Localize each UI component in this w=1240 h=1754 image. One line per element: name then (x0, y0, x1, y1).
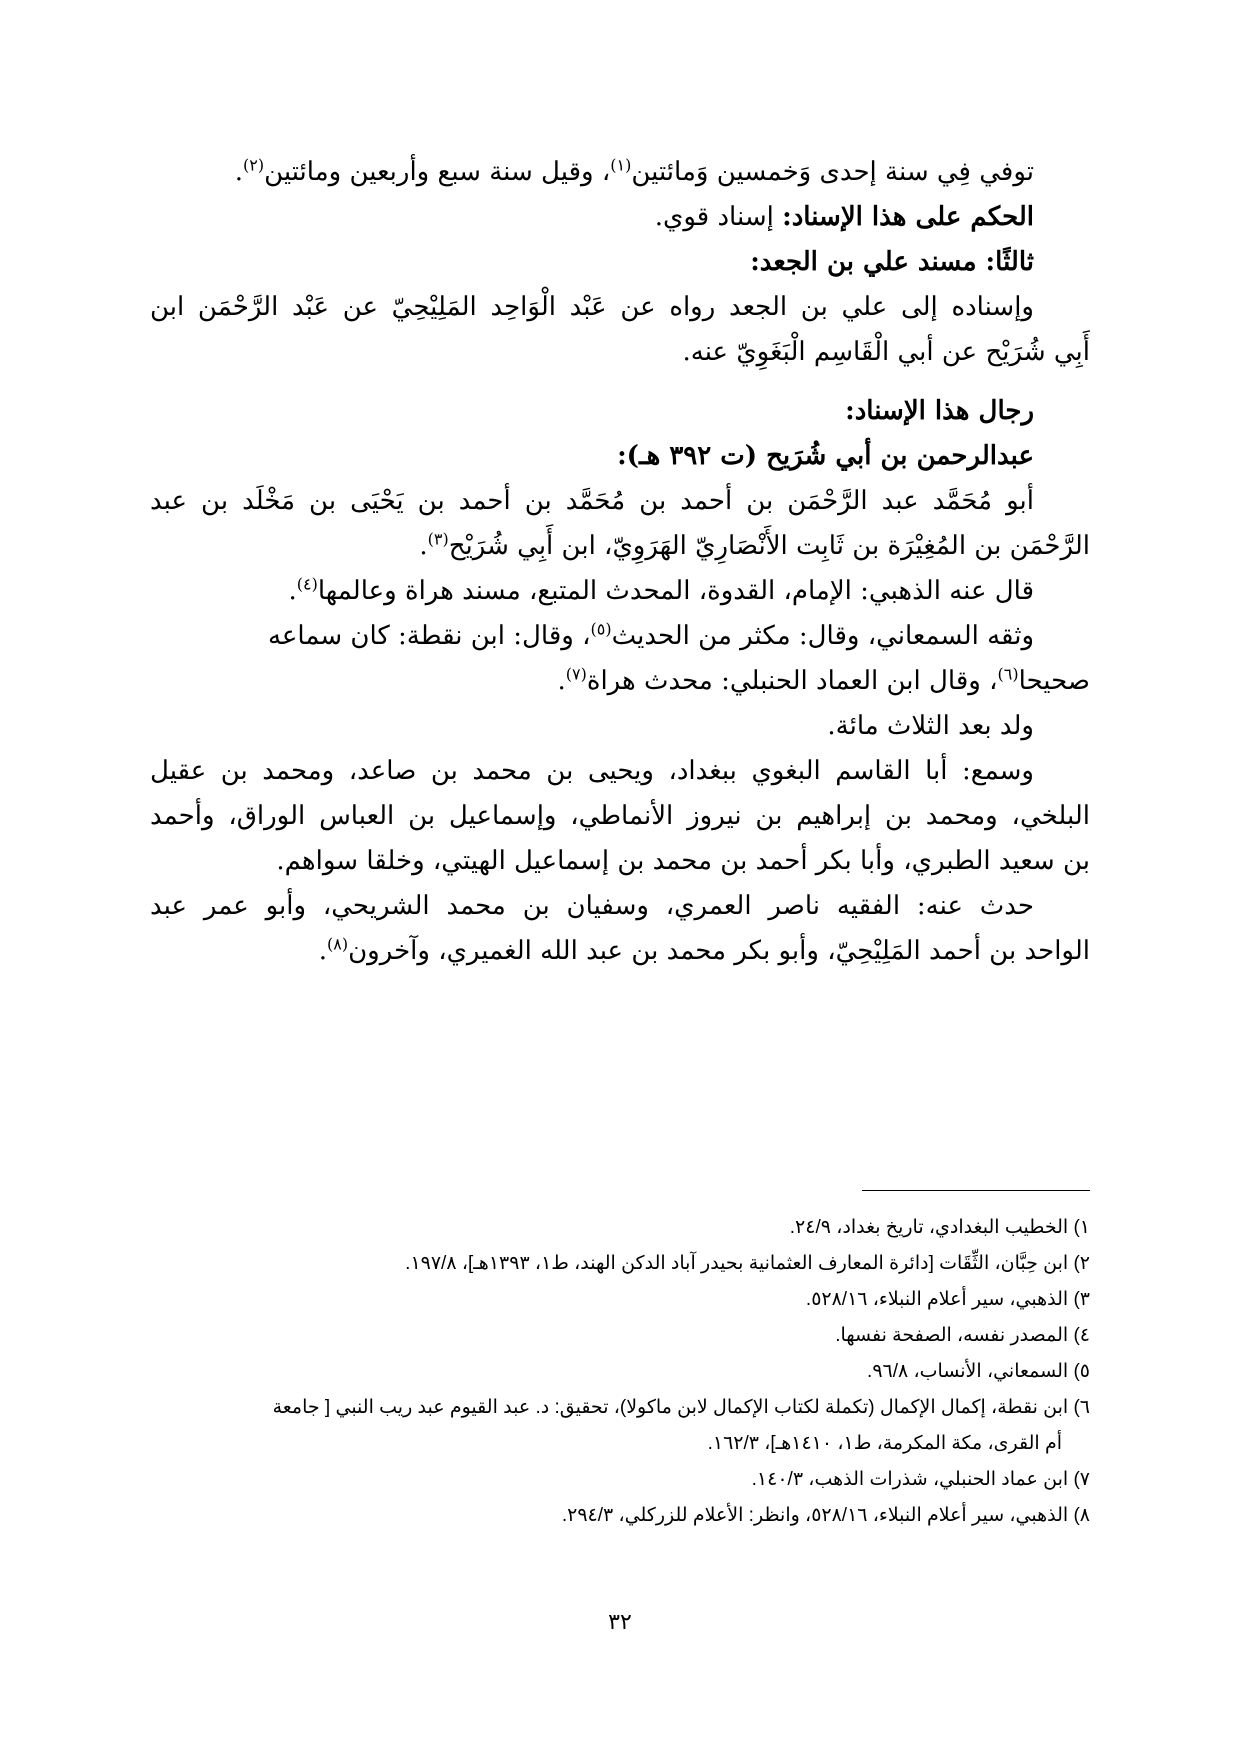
text-line: بن سعيد الطبري، وأبا بكر أحمد بن محمد بن إسماعيل الهيتي، وخلقا سواهم. (276, 846, 1090, 876)
text-line: قال عنه الذهبي: الإمام، القدوة، المحدث المتبع، مسند هراة وعالمها$^{(٤)}$. (288, 574, 1034, 606)
text-line: صحيحا$^{(٦)}$، وقال ابن العماد الحنبلي: محدث هراة$^{(٧)}$. (557, 664, 1090, 696)
text-line: أَبِي شُرَيْح عن أبي الْقَاسِم الْبَغَوِيّ عنه. (682, 337, 1090, 367)
text-line: وإسناده إلى علي بن الجعد رواه عن عَبْد الْوَاحِد المَلِيْحِيّ عن عَبْد الرَّحْمَن ابن (150, 292, 1034, 322)
footnote-ref[interactable]: (٦) (997, 664, 1019, 684)
footnote-ref[interactable]: (١) (610, 155, 632, 175)
section-heading: ثالثًا: مسند علي بن الجعد: (750, 247, 1034, 277)
main-text (150, 150, 1090, 974)
footnote-ref[interactable]: (٣) (427, 529, 449, 549)
footnote: ٧) ابن عماد الحنبلي، شذرات الذهب، ١٤٠/٣. (751, 1469, 1090, 1490)
footnote-continuation: أم القرى، مكة المكرمة، ط١، ١٤١٠هـ]، ١٦٢/٣. (707, 1433, 1062, 1454)
text-line: أبو مُحَمَّد عبد الرَّحْمَن بن أحمد بن مُحَمَّد بن أحمد بن يَحْيَى بن مَخْلَد بن عبد (150, 486, 1034, 516)
footnote-ref[interactable]: (٧) (565, 664, 587, 684)
text-line: وثقه السمعاني، وقال: مكثر من الحديث$^{(٥)}$، وقال: ابن نقطة: كان سماعه (267, 619, 1034, 651)
footnote: ٢) ابن حِبَّان، الثِّقَات [دائرة المعارف العثمانية بحيدر آباد الدكن الهند، ط١، ١٣٩٣هـ]، ١٩٧/٨. (405, 1253, 1090, 1274)
ruling-line: الحكم على هذا الإسناد: إسناد قوي. (654, 202, 1034, 232)
footnotes (150, 1210, 1090, 1534)
footnote: ٨) الذهبي، سير أعلام النبلاء، ٥٢٨/١٦، وانظر: الأعلام للزركلي، ٢٩٤/٣. (561, 1505, 1090, 1526)
footnote-separator (862, 1190, 1090, 1191)
footnote: ٥) السمعاني، الأنساب، ٩٦/٨. (867, 1361, 1090, 1382)
footnote: ٤) المصدر نفسه، الصفحة نفسها. (835, 1325, 1090, 1346)
footnote: ٣) الذهبي، سير أعلام النبلاء، ٥٢٨/١٦. (805, 1289, 1090, 1310)
subsection-heading: رجال هذا الإسناد: (845, 396, 1034, 426)
text-line: حدث عنه: الفقيه ناصر العمري، وسفيان بن محمد الشريحي، وأبو عمر عبد (150, 891, 1034, 921)
footnote-ref[interactable]: (٢) (242, 155, 265, 175)
footnote: ٦) ابن نقطة، إكمال الإكمال (تكملة لكتاب الإكمال لابن ماكولا)، تحقيق: د. عبد القيوم عبد ريب النبي [ جامعة (272, 1397, 1090, 1418)
text-line: الواحد بن أحمد المَلِيْحِيّ، وأبو بكر محمد بن عبد الله الغميري، وآخرون$^{(٨)}$. (318, 934, 1090, 966)
footnote-ref[interactable]: (٤) (296, 574, 318, 594)
footnote-ref[interactable]: (٨) (326, 934, 349, 954)
text-line: ولد بعد الثلاث مائة. (827, 711, 1034, 741)
text-line: وسمع: أبا القاسم البغوي ببغداد، ويحيى بن محمد بن صاعد، ومحمد بن عقيل (150, 756, 1034, 786)
page-number: ٣٢ (608, 1610, 632, 1635)
text-line: البلخي، ومحمد بن إبراهيم بن نيروز الأنماطي، وإسماعيل بن العباس الوراق، وأحمد (150, 801, 1090, 831)
text-line: الرَّحْمَن بن المُغِيْرَة بن ثَابِت الأَنْصَارِيّ الهَرَوِيّ، ابن أَبِي شُرَيْح$^{(٣)}$. (419, 529, 1090, 561)
text-line: توفي فِي سنة إحدى وَخمسين وَمائتين$^{(١)}$، وقيل سنة سبع وأربعين ومائتين$^{(٢)}$. (234, 155, 1034, 187)
footnote-ref[interactable]: (٥) (590, 619, 612, 639)
footnote: ١) الخطيب البغدادي، تاريخ بغداد، ٢٤/٩. (789, 1217, 1090, 1238)
ruling-label: الحكم على هذا الإسناد: (782, 202, 1034, 232)
narrator-heading: عبدالرحمن بن أبي شُرَيح (ت ٣٩٢ هـ): (617, 441, 1034, 471)
